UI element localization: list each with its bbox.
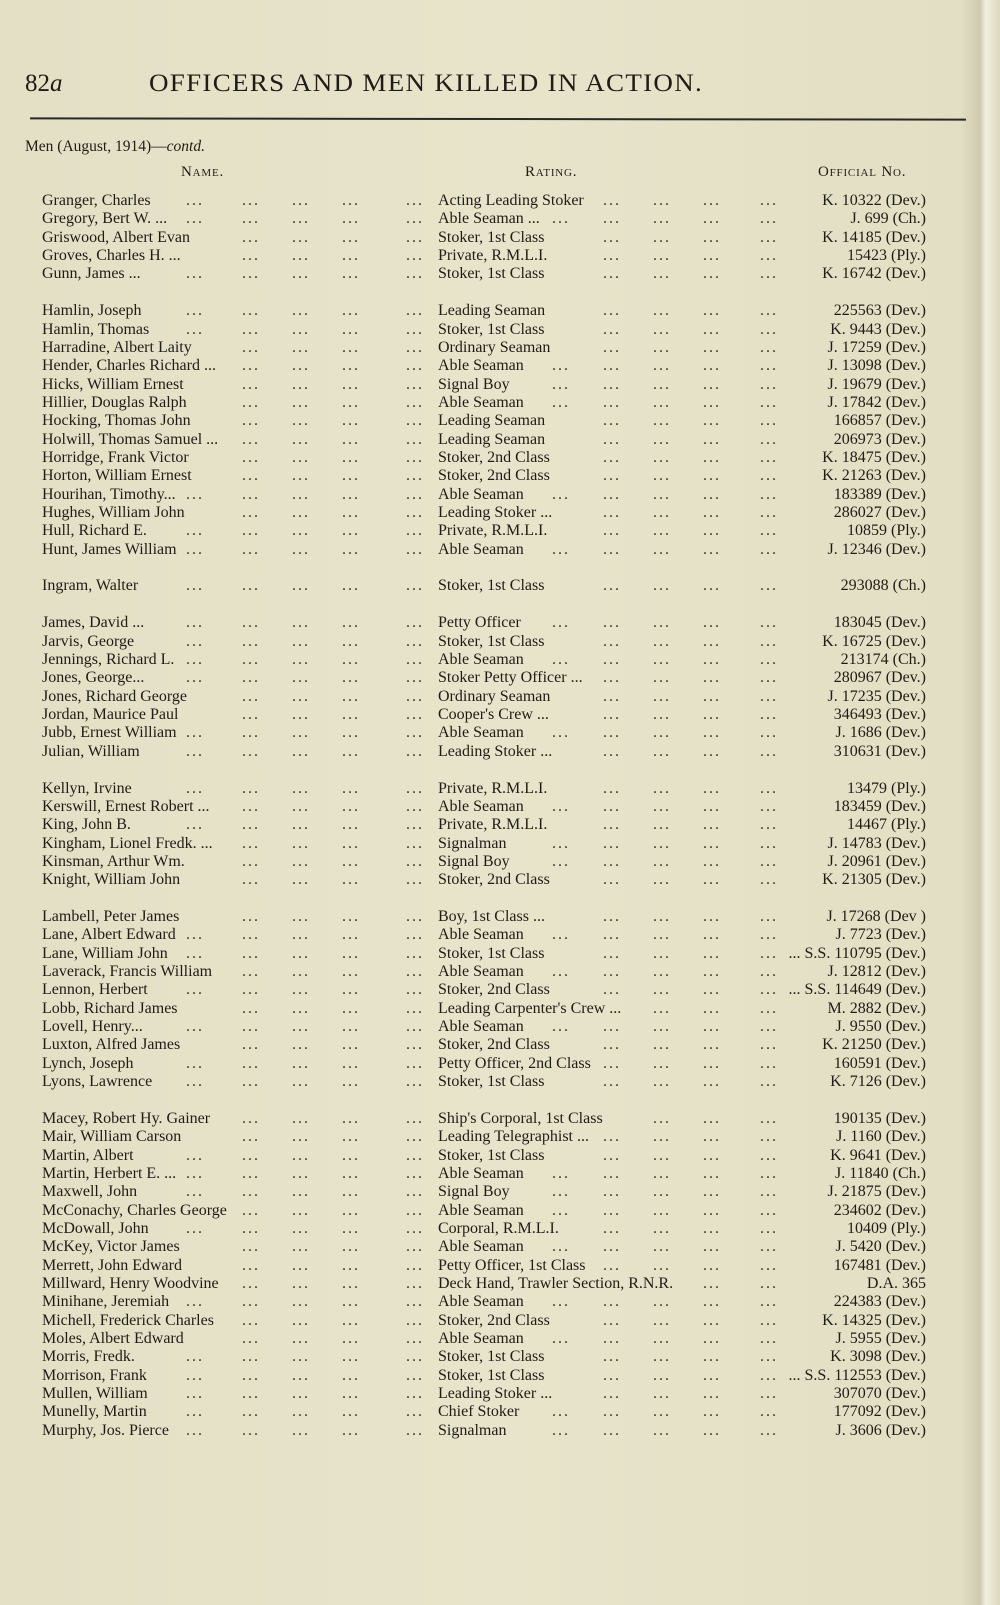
name-cell: Knight, William John xyxy=(42,871,181,889)
group-gap xyxy=(0,1091,1000,1110)
column-header-name: Name. xyxy=(181,164,225,180)
page-number xyxy=(25,70,63,98)
section-title xyxy=(25,138,205,156)
rating-cell: Stoker, 1st Class xyxy=(438,320,545,338)
official-no-cell: 10409 (Ply.) xyxy=(847,1219,926,1237)
official-no-cell: J. 7723 (Dev.) xyxy=(835,926,926,944)
rating-cell: Cooper's Crew ... xyxy=(438,705,549,723)
name-cell: Martin, Albert xyxy=(42,1146,134,1164)
table-row: Lane, William John Stoker, 1st Class ... S.S. 110795 (Dev.) ... ... ... ... ... ... ... ... ... xyxy=(42,944,926,962)
official-no-cell: K. 21263 (Dev.) xyxy=(822,467,926,485)
table-row: Harradine, Albert Laity Ordinary Seaman J. 17259 (Dev.) ... ... ... ... ... ... ... ... xyxy=(42,338,926,356)
rating-cell: Signal Boy xyxy=(438,1183,510,1201)
official-no-cell: K. 9641 (Dev.) xyxy=(830,1146,926,1164)
table-row: Lovell, Henry... Able Seaman J. 9550 (Dev.) ... ... ... ... ... ... ... ... ... ... xyxy=(42,1018,926,1036)
rating-cell: Stoker, 2nd Class xyxy=(438,1036,550,1054)
name-cell: Minihane, Jeremiah xyxy=(42,1293,170,1311)
table-row: Moles, Albert Edward Able Seaman J. 5955 (Dev.) ... ... ... ... ... ... ... ... ... xyxy=(42,1329,926,1347)
rating-cell: Stoker, 2nd Class xyxy=(438,981,550,999)
official-no-cell: 225563 (Dev.) xyxy=(833,302,926,320)
table-row: Martin, Herbert E. ... Able Seaman J. 11840 (Ch.) ... ... ... ... ... ... ... ... ... ... xyxy=(42,1164,926,1182)
official-no-cell: J. 17259 (Dev.) xyxy=(827,338,926,356)
table-row: Granger, Charles Acting Leading Stoker K. 10322 (Dev.) ... ... ... ... ... ... ... ... ... xyxy=(42,192,926,209)
name-cell: Horton, William Ernest xyxy=(42,467,192,485)
official-no-cell: K. 18475 (Dev.) xyxy=(822,448,926,466)
official-no-cell: K. 16742 (Dev.) xyxy=(822,265,926,283)
table-row: Jones, Richard George Ordinary Seaman J. 17235 (Dev.) ... ... ... ... ... ... ... ... xyxy=(42,687,926,705)
official-no-cell: ... S.S. 110795 (Dev.) xyxy=(788,944,926,962)
rating-cell: Leading Stoker ... xyxy=(438,1384,553,1402)
table-row: Hourihan, Timothy... Able Seaman 183389 (Dev.) ... ... ... ... ... ... ... ... ... ... xyxy=(42,485,926,503)
rating-cell: Signal Boy xyxy=(438,852,510,870)
name-cell: Hamlin, Joseph xyxy=(42,302,142,320)
name-cell: McDowall, John xyxy=(42,1219,149,1237)
name-cell: Kellyn, Irvine xyxy=(42,779,132,797)
table-row: McConachy, Charles George Able Seaman 234602 (Dev.) ... ... ... ... ... ... ... ... ... xyxy=(42,1201,926,1219)
rating-cell: Stoker, 2nd Class xyxy=(438,467,550,485)
official-no-cell: 213174 (Ch.) xyxy=(840,651,926,668)
rating-cell: Leading Carpenter's Crew ... xyxy=(438,999,622,1017)
official-no-cell: 183389 (Dev.) xyxy=(833,485,926,503)
table-row: Maxwell, John Signal Boy J. 21875 (Dev.) ... ... ... ... ... ... ... ... ... ... xyxy=(42,1183,926,1201)
name-cell: Jennings, Richard L. xyxy=(42,651,175,668)
name-cell: Holwill, Thomas Samuel ... xyxy=(42,430,219,448)
table-row: Gunn, James ... Stoker, 1st Class K. 16742 (Dev.) ... ... ... ... ... ... ... ... ... xyxy=(42,265,926,283)
name-cell: Morrison, Frank xyxy=(42,1366,147,1384)
table-row: McKey, Victor James Able Seaman J. 5420 (Dev.) ... ... ... ... ... ... ... ... ... xyxy=(42,1238,926,1256)
table-row: Mullen, William Leading Stoker ... 307070 (Dev.) ... ... ... ... ... ... ... ... ... xyxy=(42,1384,926,1402)
official-no-cell: D.A. 365 xyxy=(866,1274,926,1292)
table-row: Lynch, Joseph Petty Officer, 2nd Class 160591 (Dev.) ... ... ... ... ... ... ... ... ... xyxy=(42,1054,926,1072)
table-row: Hamlin, Joseph Leading Seaman 225563 (Dev.) ... ... ... ... ... ... ... ... ... xyxy=(42,302,926,320)
official-no-cell: 280967 (Dev.) xyxy=(833,669,926,687)
rating-cell: Ship's Corporal, 1st Class xyxy=(438,1110,603,1127)
name-cell: Lambell, Peter James xyxy=(42,908,180,926)
official-no-cell: 183459 (Dev.) xyxy=(833,797,926,815)
casualty-list xyxy=(0,192,1000,1440)
table-row: Knight, William John Stoker, 2nd Class K. 21305 (Dev.) ... ... ... ... ... ... ... ... xyxy=(42,871,926,889)
rating-cell: Able Seaman xyxy=(438,1201,524,1219)
official-no-cell: J. 5955 (Dev.) xyxy=(835,1329,926,1347)
official-no-cell: J. 14783 (Dev.) xyxy=(827,834,926,852)
official-no-cell: J. 12812 (Dev.) xyxy=(827,963,926,981)
table-row: Kellyn, Irvine Private, R.M.L.I. 13479 (Ply.) ... ... ... ... ... ... ... ... ... xyxy=(42,779,926,797)
official-no-cell: 286027 (Dev.) xyxy=(833,503,926,521)
rating-cell: Stoker, 1st Class xyxy=(438,577,545,595)
table-row: Julian, William Leading Stoker ... 310631 (Dev.) ... ... ... ... ... ... ... ... ... xyxy=(42,742,926,760)
official-no-cell: 346493 (Dev.) xyxy=(833,705,926,723)
name-cell: Lane, Albert Edward xyxy=(42,926,176,944)
name-cell: Hicks, William Ernest xyxy=(42,375,184,393)
rating-cell: Leading Stoker ... xyxy=(438,503,553,521)
rating-cell: Stoker Petty Officer ... xyxy=(438,669,583,687)
table-row: Martin, Albert Stoker, 1st Class K. 9641 (Dev.) ... ... ... ... ... ... ... ... ... xyxy=(42,1146,926,1164)
rating-cell: Stoker, 1st Class xyxy=(438,944,545,962)
rating-cell: Able Seaman xyxy=(438,485,524,503)
page-header xyxy=(25,66,955,106)
table-row: Murphy, Jos. Pierce Signalman J. 3606 (Dev.) ... ... ... ... ... ... ... ... ... ... xyxy=(42,1421,926,1439)
official-no-cell: K. 10322 (Dev.) xyxy=(822,192,926,209)
name-cell: McConachy, Charles George xyxy=(42,1201,227,1219)
section-title-suffix: contd. xyxy=(166,138,205,155)
name-cell: Jones, George... xyxy=(42,669,145,687)
table-row: Horridge, Frank Victor Stoker, 2nd Class K. 18475 (Dev.) ... ... ... ... ... ... ... ... xyxy=(42,448,926,466)
rating-cell: Leading Seaman xyxy=(438,412,546,430)
group-gap xyxy=(0,284,1000,303)
table-row: Merrett, John Edward Petty Officer, 1st Class 167481 (Dev.) ... ... ... ... ... ... ... ... xyxy=(42,1256,926,1274)
table-row: Hender, Charles Richard ... Able Seaman J. 13098 (Dev.) ... ... ... ... ... ... ... ... ... xyxy=(42,357,926,375)
table-row: James, David ... Petty Officer 183045 (Dev.) ... ... ... ... ... ... ... ... ... ... xyxy=(42,614,926,632)
table-row: Lambell, Peter James Boy, 1st Class ... J. 17268 (Dev ) ... ... ... ... ... ... ... ... xyxy=(42,908,926,926)
official-no-cell: J. 17235 (Dev.) xyxy=(827,687,926,705)
name-cell: Horridge, Frank Victor xyxy=(42,448,189,466)
name-cell: Mullen, William xyxy=(42,1384,148,1402)
table-row: Macey, Robert Hy. Gainer Ship's Corporal, 1st Class 190135 (Dev.) ... ... ... ... ... ... ... xyxy=(42,1110,926,1127)
official-no-cell: K. 21250 (Dev.) xyxy=(822,1036,926,1054)
name-cell: Lobb, Richard James xyxy=(42,999,178,1017)
name-cell: Hughes, William John xyxy=(42,503,185,521)
name-cell: Hourihan, Timothy... xyxy=(42,485,176,503)
rating-cell: Able Seaman xyxy=(438,393,524,411)
official-no-cell: J. 3606 (Dev.) xyxy=(835,1421,926,1439)
rating-cell: Stoker, 1st Class xyxy=(438,1146,545,1164)
name-cell: Gunn, James ... xyxy=(42,265,141,283)
name-cell: Granger, Charles xyxy=(42,192,151,209)
name-cell: Lovell, Henry... xyxy=(42,1018,143,1036)
name-cell: Munelly, Martin xyxy=(42,1403,147,1421)
table-row: Morris, Fredk. Stoker, 1st Class K. 3098 (Dev.) ... ... ... ... ... ... ... ... ... xyxy=(42,1348,926,1366)
official-no-cell: J. 699 (Ch.) xyxy=(850,210,926,228)
official-no-cell: 293088 (Ch.) xyxy=(840,577,926,595)
name-cell: Murphy, Jos. Pierce xyxy=(42,1421,169,1439)
rating-cell: Stoker, 1st Class xyxy=(438,228,545,246)
rating-cell: Petty Officer, 2nd Class xyxy=(438,1054,591,1072)
official-no-cell: J. 5420 (Dev.) xyxy=(835,1238,926,1256)
official-no-cell: 183045 (Dev.) xyxy=(833,614,926,632)
rating-cell: Petty Officer xyxy=(438,614,521,632)
rating-cell: Private, R.M.L.I. xyxy=(438,522,548,540)
official-no-cell: J. 13098 (Dev.) xyxy=(827,357,926,375)
rating-cell: Signalman xyxy=(438,1421,507,1439)
name-cell: Jordan, Maurice Paul xyxy=(42,705,179,723)
rating-cell: Leading Seaman xyxy=(438,302,546,320)
rating-cell: Able Seaman xyxy=(438,1238,524,1256)
group-gap xyxy=(0,559,1000,578)
rating-cell: Able Seaman xyxy=(438,1164,524,1182)
name-cell: Gregory, Bert W. ... xyxy=(42,210,168,228)
rating-cell: Able Seaman xyxy=(438,797,524,815)
name-cell: King, John B. xyxy=(42,816,131,834)
column-header-rating: Rating. xyxy=(525,164,578,180)
rating-cell: Able Seaman ... xyxy=(438,210,540,228)
table-row: Lobb, Richard James Leading Carpenter's Crew ... M. 2882 (Dev.) ... ... ... ... ... ... ... xyxy=(42,999,926,1017)
rating-cell: Stoker, 1st Class xyxy=(438,1348,545,1366)
table-row: Luxton, Alfred James Stoker, 2nd Class K. 21250 (Dev.) ... ... ... ... ... ... ... ... xyxy=(42,1036,926,1054)
table-row: Ingram, Walter Stoker, 1st Class 293088 (Ch.) ... ... ... ... ... ... ... ... ... xyxy=(42,577,926,595)
rating-cell: Leading Stoker ... xyxy=(438,742,553,760)
table-row: Michell, Frederick Charles Stoker, 2nd Class K. 14325 (Dev.) ... ... ... ... ... ... ... ... xyxy=(42,1311,926,1329)
name-cell: Hull, Richard E. xyxy=(42,522,147,540)
name-cell: Jones, Richard George xyxy=(42,687,187,705)
official-no-cell: 310631 (Dev.) xyxy=(833,742,926,760)
official-no-cell: 307070 (Dev.) xyxy=(833,1384,926,1402)
table-row: Gregory, Bert W. ... Able Seaman ... J. 699 (Ch.) ... ... ... ... ... ... ... ... ... ... xyxy=(42,210,926,228)
table-row: Griswood, Albert Evan Stoker, 1st Class K. 14185 (Dev.) ... ... ... ... ... ... ... ... xyxy=(42,228,926,246)
official-no-cell: J. 11840 (Ch.) xyxy=(835,1164,926,1182)
section-title-text: Men (August, 1914)— xyxy=(25,138,167,155)
name-cell: Merrett, John Edward xyxy=(42,1256,182,1274)
table-row: Horton, William Ernest Stoker, 2nd Class K. 21263 (Dev.) ... ... ... ... ... ... ... ... xyxy=(42,467,926,485)
name-cell: Harradine, Albert Laity xyxy=(42,338,192,356)
table-row: Hamlin, Thomas Stoker, 1st Class K. 9443 (Dev.) ... ... ... ... ... ... ... ... ... xyxy=(42,320,926,338)
name-cell: Jarvis, George xyxy=(42,632,135,650)
official-no-cell: K. 7126 (Dev.) xyxy=(830,1073,926,1091)
table-row: Hillier, Douglas Ralph Able Seaman J. 17842 (Dev.) ... ... ... ... ... ... ... ... ... xyxy=(42,393,926,411)
name-cell: Griswood, Albert Evan xyxy=(42,228,190,246)
table-row: Hicks, William Ernest Signal Boy J. 19679 (Dev.) ... ... ... ... ... ... ... ... ... xyxy=(42,375,926,393)
name-cell: James, David ... xyxy=(42,614,145,632)
table-row: Jubb, Ernest William Able Seaman J. 1686 (Dev.) ... ... ... ... ... ... ... ... ... ... xyxy=(42,724,926,742)
name-cell: Luxton, Alfred James xyxy=(42,1036,181,1054)
official-no-cell: J. 9550 (Dev.) xyxy=(835,1018,926,1036)
page-number-suffix: a xyxy=(50,70,63,97)
table-row: Jennings, Richard L. Able Seaman 213174 (Ch.) ... ... ... ... ... ... ... ... ... ... xyxy=(42,651,926,668)
rating-cell: Ordinary Seaman xyxy=(438,338,551,356)
name-cell: Lyons, Lawrence xyxy=(42,1073,153,1091)
table-row: Kinsman, Arthur Wm. Signal Boy J. 20961 (Dev.) ... ... ... ... ... ... ... ... ... xyxy=(42,852,926,870)
rating-cell: Private, R.M.L.I. xyxy=(438,816,548,834)
official-no-cell: 234602 (Dev.) xyxy=(833,1201,926,1219)
rating-cell: Private, R.M.L.I. xyxy=(438,779,548,797)
name-cell: Hunt, James William xyxy=(42,540,177,558)
rating-cell: Stoker, 2nd Class xyxy=(438,871,550,889)
rating-cell: Signalman xyxy=(438,834,507,852)
rating-cell: Able Seaman xyxy=(438,651,524,668)
official-no-cell: K. 16725 (Dev.) xyxy=(822,632,926,650)
table-row: Laverack, Francis William Able Seaman J. 12812 (Dev.) ... ... ... ... ... ... ... ... ... xyxy=(42,963,926,981)
table-row: Minihane, Jeremiah Able Seaman 224383 (Dev.) ... ... ... ... ... ... ... ... ... ... xyxy=(42,1293,926,1311)
rating-cell: Acting Leading Stoker xyxy=(438,192,584,209)
name-cell: McKey, Victor James xyxy=(42,1238,180,1256)
table-row: Lane, Albert Edward Able Seaman J. 7723 (Dev.) ... ... ... ... ... ... ... ... ... ... xyxy=(42,926,926,944)
name-cell: Millward, Henry Woodvine xyxy=(42,1274,219,1292)
official-no-cell: 10859 (Ply.) xyxy=(847,522,926,540)
name-cell: Mair, William Carson xyxy=(42,1128,182,1146)
table-row: McDowall, John Corporal, R.M.L.I. 10409 (Ply.) ... ... ... ... ... ... ... ... ... xyxy=(42,1219,926,1237)
official-no-cell: 14467 (Ply.) xyxy=(847,816,926,834)
name-cell: Kingham, Lionel Fredk. ... xyxy=(42,834,213,852)
official-no-cell: K. 14325 (Dev.) xyxy=(822,1311,926,1329)
official-no-cell: 166857 (Dev.) xyxy=(833,412,926,430)
rating-cell: Able Seaman xyxy=(438,1329,524,1347)
name-cell: Julian, William xyxy=(42,742,140,760)
official-no-cell: 160591 (Dev.) xyxy=(833,1054,926,1072)
official-no-cell: K. 9443 (Dev.) xyxy=(830,320,926,338)
table-row: King, John B. Private, R.M.L.I. 14467 (Ply.) ... ... ... ... ... ... ... ... ... xyxy=(42,816,926,834)
table-row: Groves, Charles H. ... Private, R.M.L.I. 15423 (Ply.) ... ... ... ... ... ... ... ... xyxy=(42,246,926,264)
name-cell: Kinsman, Arthur Wm. xyxy=(42,852,185,870)
official-no-cell: 13479 (Ply.) xyxy=(847,779,926,797)
official-no-cell: 167481 (Dev.) xyxy=(833,1256,926,1274)
rating-cell: Private, R.M.L.I. xyxy=(438,246,548,264)
official-no-cell: J. 19679 (Dev.) xyxy=(827,375,926,393)
table-row: Millward, Henry Woodvine Deck Hand, Trawler Section, R.N.R. D.A. 365 ... ... ... ... ... ... xyxy=(42,1274,926,1292)
name-cell: Michell, Frederick Charles xyxy=(42,1311,214,1329)
table-row: Jones, George... Stoker Petty Officer ... 280967 (Dev.) ... ... ... ... ... ... ... ... ... xyxy=(42,669,926,687)
rating-cell: Boy, 1st Class ... xyxy=(438,908,545,926)
rating-cell: Stoker, 2nd Class xyxy=(438,448,550,466)
rating-cell: Deck Hand, Trawler Section, R.N.R. xyxy=(438,1274,674,1292)
official-no-cell: J. 1160 (Dev.) xyxy=(836,1128,926,1146)
name-cell: Lane, William John xyxy=(42,944,168,962)
name-cell: Kerswill, Ernest Robert ... xyxy=(42,797,210,815)
rating-cell: Able Seaman xyxy=(438,1018,524,1036)
table-row: Hull, Richard E. Private, R.M.L.I. 10859 (Ply.) ... ... ... ... ... ... ... ... ... xyxy=(42,522,926,540)
name-cell: Laverack, Francis William xyxy=(42,963,213,981)
table-row: Kerswill, Ernest Robert ... Able Seaman 183459 (Dev.) ... ... ... ... ... ... ... ... ... xyxy=(42,797,926,815)
official-no-cell: 224383 (Dev.) xyxy=(833,1293,926,1311)
page-title: OFFICERS AND MEN KILLED IN ACTION. xyxy=(149,70,704,97)
table-row: Holwill, Thomas Samuel ... Leading Seaman 206973 (Dev.) ... ... ... ... ... ... ... ... xyxy=(42,430,926,448)
official-no-cell: J. 17842 (Dev.) xyxy=(827,393,926,411)
rating-cell: Able Seaman xyxy=(438,724,524,742)
official-no-cell: J. 1686 (Dev.) xyxy=(835,724,926,742)
name-cell: Jubb, Ernest William xyxy=(42,724,177,742)
rating-cell: Chief Stoker xyxy=(438,1403,520,1421)
name-cell: Hamlin, Thomas xyxy=(42,320,150,338)
table-row: Hunt, James William Able Seaman J. 12346 (Dev.) ... ... ... ... ... ... ... ... ... ... xyxy=(42,540,926,558)
group-gap xyxy=(0,596,1000,615)
rating-cell: Leading Telegraphist ... xyxy=(438,1128,589,1146)
table-row: Jarvis, George Stoker, 1st Class K. 16725 (Dev.) ... ... ... ... ... ... ... ... ... xyxy=(42,632,926,650)
name-cell: Macey, Robert Hy. Gainer xyxy=(42,1110,211,1127)
table-row: Kingham, Lionel Fredk. ... Signalman J. 14783 (Dev.) ... ... ... ... ... ... ... ... ... xyxy=(42,834,926,852)
official-no-cell: J. 20961 (Dev.) xyxy=(827,852,926,870)
table-row: Hughes, William John Leading Stoker ... 286027 (Dev.) ... ... ... ... ... ... ... ... xyxy=(42,503,926,521)
table-row: Lennon, Herbert Stoker, 2nd Class ... S.S. 114649 (Dev.) ... ... ... ... ... ... ... ... ... xyxy=(42,981,926,999)
rating-cell: Stoker, 1st Class xyxy=(438,1366,545,1384)
rating-cell: Corporal, R.M.L.I. xyxy=(438,1219,559,1237)
official-no-cell: 177092 (Dev.) xyxy=(833,1403,926,1421)
header-rule xyxy=(30,117,966,120)
table-row: Hocking, Thomas John Leading Seaman 166857 (Dev.) ... ... ... ... ... ... ... ... xyxy=(42,412,926,430)
rating-cell: Stoker, 1st Class xyxy=(438,632,545,650)
official-no-cell: M. 2882 (Dev.) xyxy=(827,999,926,1017)
rating-cell: Able Seaman xyxy=(438,926,524,944)
name-cell: Moles, Albert Edward xyxy=(42,1329,184,1347)
table-row: Lyons, Lawrence Stoker, 1st Class K. 7126 (Dev.) ... ... ... ... ... ... ... ... ... xyxy=(42,1073,926,1091)
official-no-cell: 206973 (Dev.) xyxy=(833,430,926,448)
name-cell: Martin, Herbert E. ... xyxy=(42,1164,177,1182)
group-gap xyxy=(0,890,1000,909)
rating-cell: Able Seaman xyxy=(438,963,524,981)
name-cell: Hillier, Douglas Ralph xyxy=(42,393,187,411)
rating-cell: Ordinary Seaman xyxy=(438,687,551,705)
table-row: Jordan, Maurice Paul Cooper's Crew ... 346493 (Dev.) ... ... ... ... ... ... ... ... xyxy=(42,705,926,723)
name-cell: Lynch, Joseph xyxy=(42,1054,134,1072)
official-no-cell: 15423 (Ply.) xyxy=(847,246,926,264)
rating-cell: Leading Seaman xyxy=(438,430,546,448)
rating-cell: Stoker, 2nd Class xyxy=(438,1311,550,1329)
official-no-cell: K. 14185 (Dev.) xyxy=(822,228,926,246)
group-gap xyxy=(0,761,1000,780)
rating-cell: Able Seaman xyxy=(438,540,524,558)
official-no-cell: ... S.S. 114649 (Dev.) xyxy=(788,981,926,999)
name-cell: Maxwell, John xyxy=(42,1183,138,1201)
table-row: Morrison, Frank Stoker, 1st Class ... S.S. 112553 (Dev.) ... ... ... ... ... ... ... ... ... xyxy=(42,1366,926,1384)
name-cell: Lennon, Herbert xyxy=(42,981,148,999)
rating-cell: Stoker, 1st Class xyxy=(438,1073,545,1091)
column-header-official-no: Official No. xyxy=(818,164,907,180)
name-cell: Groves, Charles H. ... xyxy=(42,246,181,264)
table-row: Mair, William Carson Leading Telegraphist ... J. 1160 (Dev.) ... ... ... ... ... ... ... ... xyxy=(42,1128,926,1146)
official-no-cell: J. 17268 (Dev ) xyxy=(826,908,926,926)
table-row: Munelly, Martin Chief Stoker 177092 (Dev.) ... ... ... ... ... ... ... ... ... ... xyxy=(42,1403,926,1421)
official-no-cell: K. 21305 (Dev.) xyxy=(822,871,926,889)
name-cell: Ingram, Walter xyxy=(42,577,139,595)
name-cell: Hocking, Thomas John xyxy=(42,412,191,430)
name-cell: Morris, Fredk. xyxy=(42,1348,135,1366)
page-number-digits: 82 xyxy=(25,70,50,97)
rating-cell: Stoker, 1st Class xyxy=(438,265,545,283)
rating-cell: Able Seaman xyxy=(438,1293,524,1311)
official-no-cell: J. 21875 (Dev.) xyxy=(827,1183,926,1201)
official-no-cell: 190135 (Dev.) xyxy=(833,1110,926,1127)
official-no-cell: K. 3098 (Dev.) xyxy=(830,1348,926,1366)
rating-cell: Signal Boy xyxy=(438,375,510,393)
official-no-cell: J. 12346 (Dev.) xyxy=(827,540,926,558)
rating-cell: Petty Officer, 1st Class xyxy=(438,1256,586,1274)
name-cell: Hender, Charles Richard ... xyxy=(42,357,216,375)
official-no-cell: ... S.S. 112553 (Dev.) xyxy=(788,1366,926,1384)
rating-cell: Able Seaman xyxy=(438,357,524,375)
